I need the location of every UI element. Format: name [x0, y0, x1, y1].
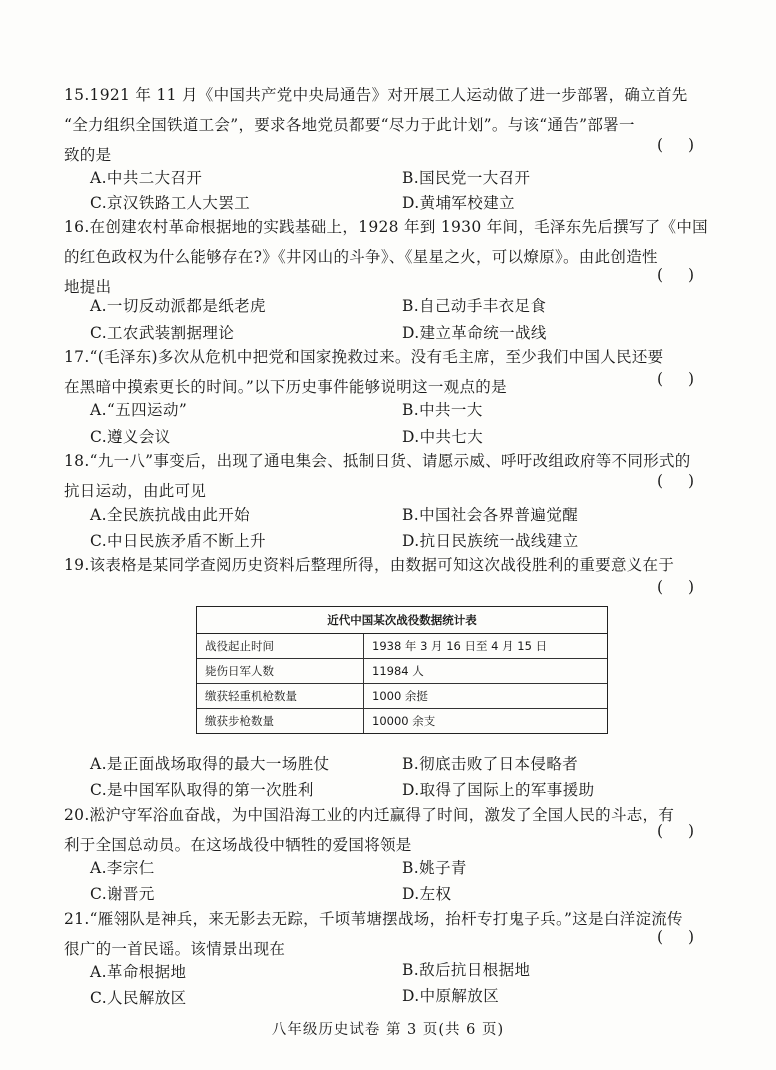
table-row	[197, 659, 607, 684]
q16-option-b: B.自己动手丰衣足食	[402, 297, 547, 315]
question-16-stem	[64, 212, 714, 302]
q16-option-d: D.建立革命统一战线	[402, 324, 547, 342]
q15-line1: 15.1921 年 11 月《中国共产党中央局通告》对开展工人运动做了进一步部署，确立首先	[64, 86, 688, 104]
question-17-stem	[64, 342, 714, 402]
q18-option-b: B.中国社会各界普遍觉醒	[402, 506, 579, 524]
table-cell-value: 10000 余支	[364, 709, 608, 734]
q18-answer-paren: ( )	[656, 472, 704, 490]
q15-line3: 致的是	[64, 146, 112, 164]
q17-option-a: A.“五四运动”	[90, 401, 188, 419]
q17-option-c: C.遵义会议	[90, 428, 171, 446]
q20-answer-paren: ( )	[656, 822, 704, 840]
q20-option-d: D.左权	[402, 885, 452, 903]
table-cell-label: 缴获轻重机枪数量	[197, 684, 364, 709]
q21-option-a: A.革命根据地	[90, 963, 187, 981]
q18-line1: 18.“九一八”事变后，出现了通电集会、抵制日货、请愿示威、呼吁改组政府等不同形式的	[64, 452, 691, 470]
q19-option-a: A.是正面战场取得的最大一场胜仗	[90, 755, 330, 773]
q21-option-d: D.中原解放区	[402, 987, 500, 1005]
q15-option-d: D.黄埔军校建立	[402, 194, 516, 212]
q16-option-c: C.工农武装割据理论	[90, 324, 235, 342]
q21-option-c: C.人民解放区	[90, 989, 187, 1007]
q17-option-b: B.中共一大	[402, 401, 483, 419]
table-cell-label: 战役起止时间	[197, 634, 364, 659]
q21-answer-paren: ( )	[656, 928, 704, 946]
q20-option-a: A.李宗仁	[90, 859, 155, 877]
q21-line1: 21.“雁翎队是神兵，来无影去无踪，千顷苇塘摆战场，抬杆专打鬼子兵。”这是白洋淀流传	[64, 910, 683, 928]
q17-option-d: D.中共七大	[402, 428, 484, 446]
q18-option-c: C.中日民族矛盾不断上升	[90, 532, 267, 550]
table-cell-label: 缴获步枪数量	[197, 709, 364, 734]
question-21-stem	[64, 904, 714, 964]
q19-line1: 19.该表格是某同学查阅历史资料后整理所得，由数据可知这次战役胜利的重要意义在于	[64, 556, 675, 574]
q19-option-d: D.取得了国际上的军事援助	[402, 781, 595, 799]
table-cell-value: 1938 年 3 月 16 日至 4 月 15 日	[364, 634, 608, 659]
q17-line2: 在黑暗中摸索更长的时间。”以下历史事件能够说明这一观点的是	[64, 378, 507, 396]
table-row	[197, 684, 607, 709]
table-title: 近代中国某次战役数据统计表	[197, 607, 607, 634]
table-cell-value: 11984 人	[364, 659, 608, 684]
question-15-stem	[64, 80, 714, 170]
q19-answer-paren: ( )	[656, 578, 704, 596]
q16-answer-paren: ( )	[656, 266, 704, 284]
q20-line2: 利于全国总动员。在这场战役中牺牲的爱国将领是	[64, 836, 412, 854]
q15-option-a: A.中共二大召开	[90, 169, 203, 187]
q18-option-a: A.全民族抗战由此开始	[90, 506, 251, 524]
question-19-stem	[64, 550, 714, 580]
q16-option-a: A.一切反动派都是纸老虎	[90, 297, 266, 315]
q19-option-b: B.彻底击败了日本侵略者	[402, 755, 579, 773]
table-cell-value: 1000 余挺	[364, 684, 608, 709]
question-18-stem	[64, 446, 714, 506]
q16-line2: 的红色政权为什么能够存在?》《井冈山的斗争》、《星星之火，可以燎原》。由此创造性	[64, 248, 658, 266]
question-20-stem	[64, 800, 714, 860]
q20-option-b: B.姚子青	[402, 859, 467, 877]
battle-stats-table	[196, 606, 608, 734]
q16-line3: 地提出	[64, 278, 112, 296]
q21-option-b: B.敌后抗日根据地	[402, 961, 531, 979]
page-footer: 八年级历史试卷 第 3 页(共 6 页)	[271, 1022, 505, 1038]
q17-answer-paren: ( )	[656, 370, 704, 388]
q20-line1: 20.淞沪守军浴血奋战，为中国沿海工业的内迁赢得了时间，激发了全国人民的斗志，有	[64, 806, 675, 824]
q16-line1: 16.在创建农村革命根据地的实践基础上，1928 年到 1930 年间，毛泽东先后撰写了《中国	[64, 218, 708, 236]
q15-answer-paren: ( )	[656, 136, 704, 154]
q19-option-c: C.是中国军队取得的第一次胜利	[90, 781, 314, 799]
q18-line2: 抗日运动，由此可见	[64, 482, 207, 500]
table-cell-label: 毙伤日军人数	[197, 659, 364, 684]
table-row	[197, 709, 607, 734]
q17-line1: 17.“(毛泽东)多次从危机中把党和国家挽救过来。没有毛主席，至少我们中国人民还要	[64, 348, 664, 366]
q15-line2: “全力组织全国铁道工会”，要求各地党员都要“尽力于此计划”。与该“通告”部署一	[64, 116, 635, 134]
q18-option-d: D.抗日民族统一战线建立	[402, 532, 579, 550]
table-row	[197, 634, 607, 659]
q15-option-c: C.京汉铁路工人大罢工	[90, 194, 251, 212]
q15-option-b: B.国民党一大召开	[402, 169, 531, 187]
q21-line2: 很广的一首民谣。该情景出现在	[64, 940, 286, 958]
q20-option-c: C.谢晋元	[90, 885, 155, 903]
